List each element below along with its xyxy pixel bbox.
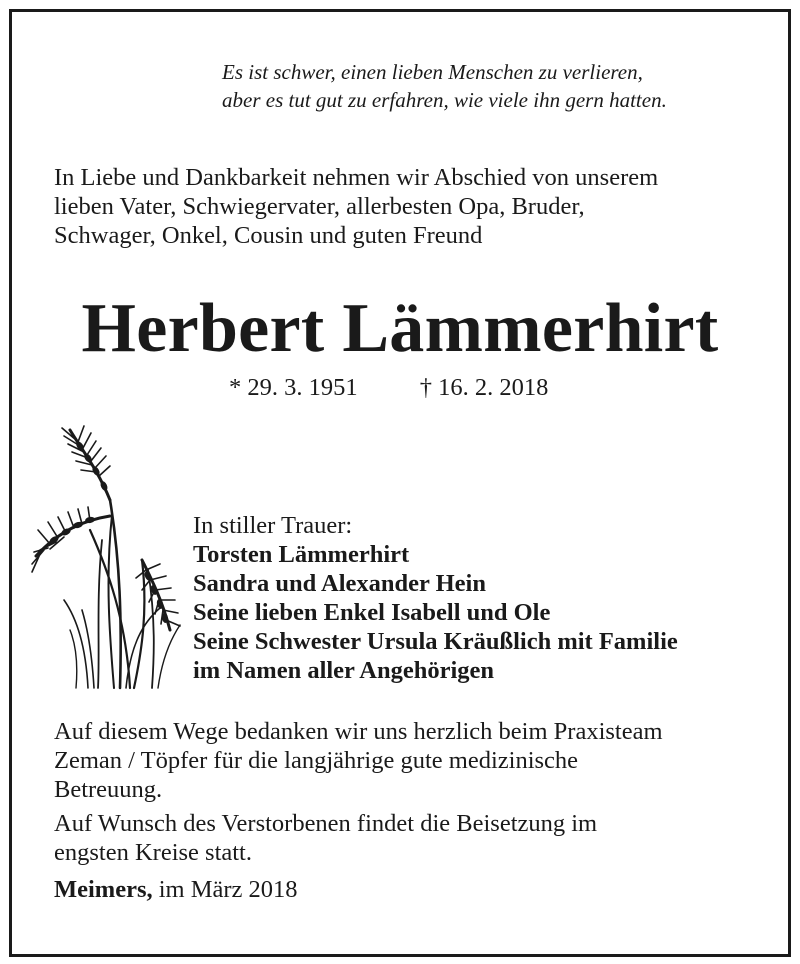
burial-line: Auf Wunsch des Verstorbenen findet die Beisetzung im [54, 810, 598, 837]
mourners-block [193, 511, 678, 685]
mourning-label: In stiller Trauer: [193, 512, 353, 539]
mourner-line: Torsten Lämmerhirt [193, 541, 410, 568]
thanks-line: Zeman / Töpfer für die langjährige gute medizinische [54, 747, 579, 774]
mourner-line: Sandra und Alexander Hein [193, 570, 486, 597]
notice-date: im März 2018 [152, 876, 298, 903]
quote-line: Es ist schwer, einen lieben Menschen zu verlieren, [222, 60, 643, 84]
wheat-ears-icon [30, 420, 190, 692]
intro-text [54, 163, 658, 250]
thanks-line: Auf diesem Wege bedanken wir uns herzlich beim Praxisteam [54, 718, 663, 745]
place-date-line [54, 875, 663, 904]
intro-line: lieben Vater, Schwiegervater, allerbesten Opa, Bruder, [54, 193, 585, 220]
life-dates [229, 373, 548, 403]
mourner-line: im Namen aller Angehörigen [193, 657, 495, 684]
intro-line: In Liebe und Dankbarkeit nehmen wir Abschied von unserem [54, 164, 659, 191]
intro-line: Schwager, Onkel, Cousin und guten Freund [54, 222, 483, 249]
burial-paragraph [54, 809, 663, 867]
epigraph-quote [222, 58, 667, 114]
death-date: † 16. 2. 2018 [419, 374, 549, 401]
thanks-line: Betreuung. [54, 776, 163, 803]
deceased-name: Herbert Lämmerhirt [81, 290, 719, 367]
birth-date: * 29. 3. 1951 [229, 374, 358, 401]
quote-line: aber es tut gut zu erfahren, wie viele ihn gern hatten. [222, 88, 667, 112]
mourner-line: Seine lieben Enkel Isabell und Ole [193, 599, 551, 626]
burial-line: engsten Kreise statt. [54, 839, 252, 866]
thanks-text [54, 717, 663, 904]
mourner-line: Seine Schwester Ursula Kräußlich mit Familie [193, 628, 678, 655]
place-name: Meimers, [54, 876, 153, 903]
thanks-paragraph [54, 717, 663, 804]
